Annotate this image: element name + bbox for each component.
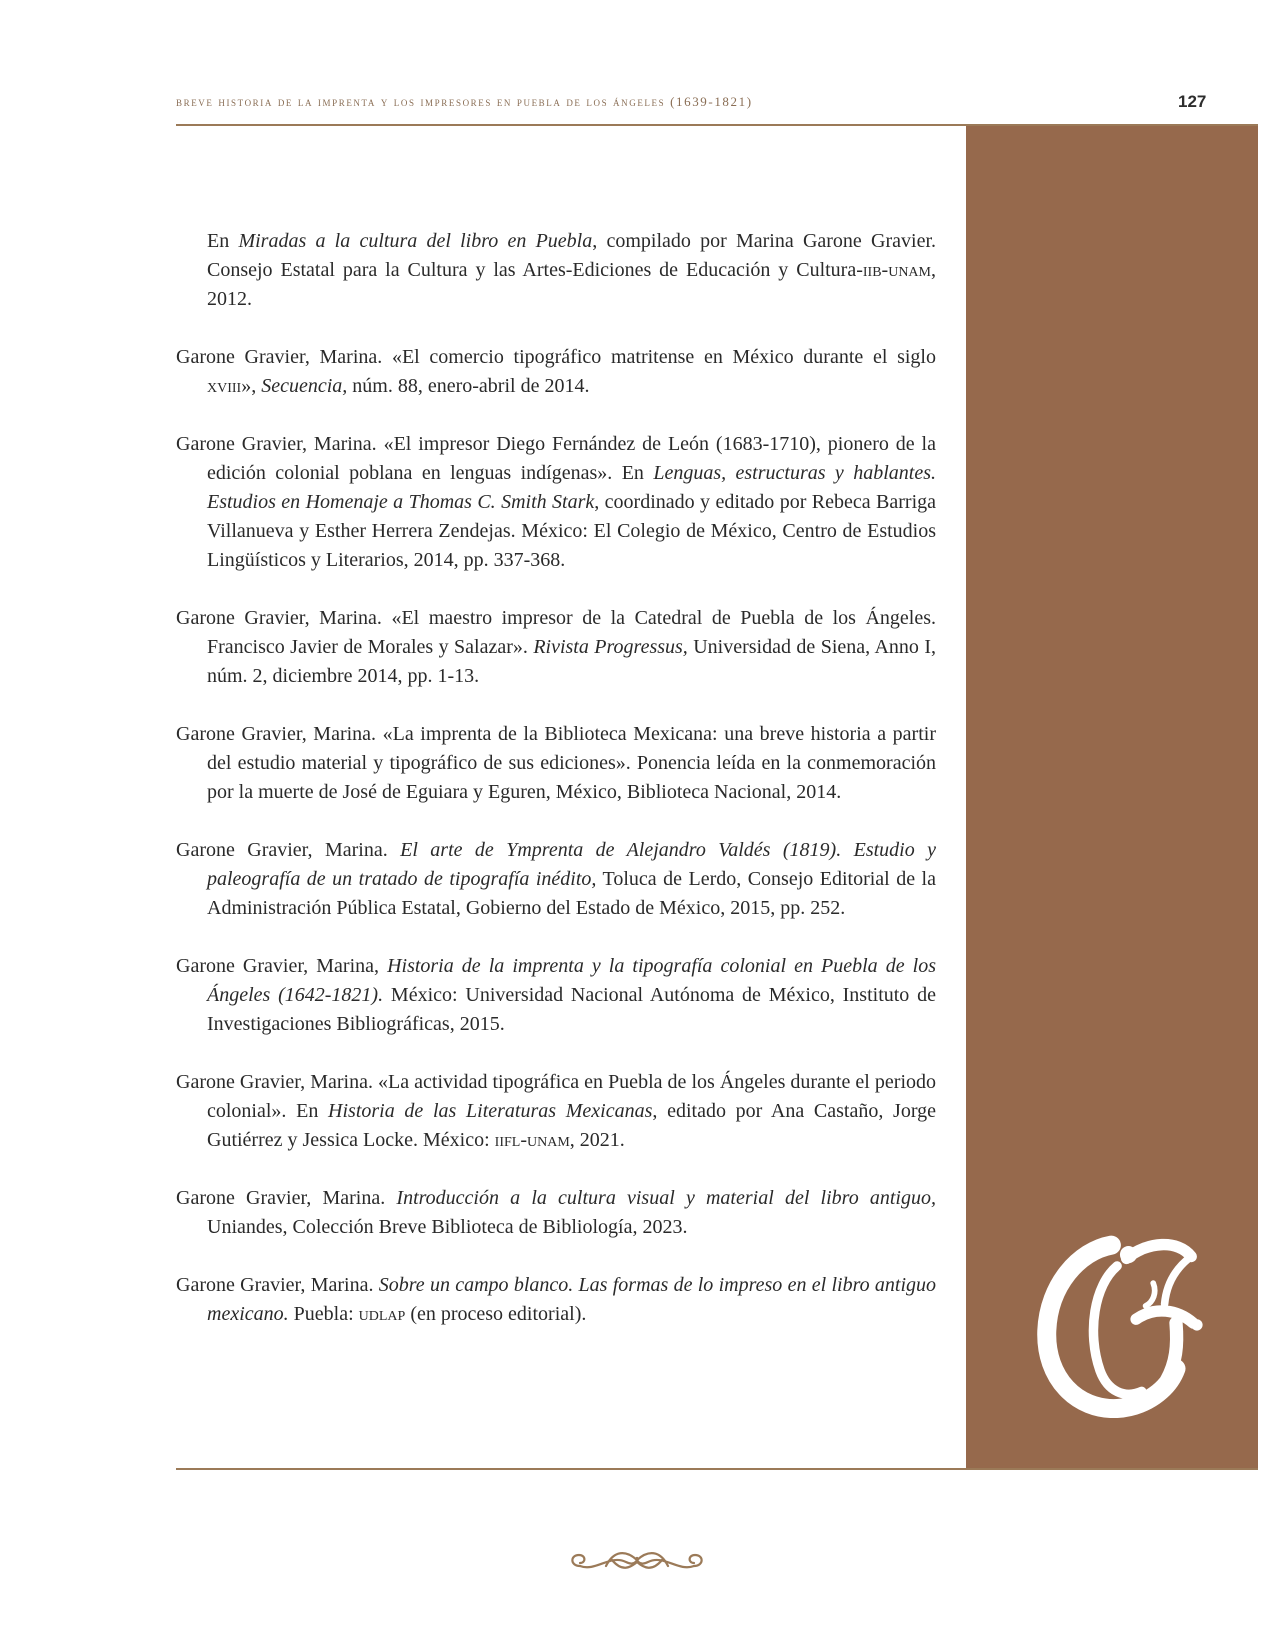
citation-text: Garone Gravier, Marina. «El comercio tipográfico matritense en México durante el siglo <box>176 346 936 368</box>
citation-text: , 2021. <box>569 1129 625 1151</box>
citation-text: Toluca de Lerdo, Consejo Editorial de la Administración Pública Estatal, Gobierno del Estado de México, 2015, pp. 252. <box>207 868 936 919</box>
citation-text: Garone Gravier, Marina. «El impresor Diego Fernández de León (1683-1710), pionero de la edición colonial poblana en lenguas indígenas». En <box>176 433 936 484</box>
bibliography-list <box>176 227 936 1329</box>
bibliography-entry <box>176 836 936 923</box>
citation-text: Garone Gravier, Marina. <box>176 839 401 861</box>
citation-text: Garone Gravier, Marina. <box>176 1187 397 1209</box>
citation-text: Uniandes, Colección Breve Biblioteca de Bibliología, 2023. <box>207 1216 688 1238</box>
footer-rule <box>176 1468 1258 1470</box>
citation-text: Garone Gravier, Marina, <box>176 955 388 977</box>
work-title: Sobre un campo blanco. Las formas de lo impreso en el libro antiguo mexicano. <box>207 1274 937 1325</box>
running-header: breve historia de la imprenta y los impresores en puebla de los ángeles (1639-1821) <box>176 94 753 109</box>
citation-text: núm. 88, enero-abril de 2014. <box>347 375 590 397</box>
bibliography-entry <box>176 952 936 1039</box>
bibliography-entry <box>176 1271 936 1329</box>
small-caps-text: iib-unam <box>862 259 931 281</box>
citation-text: Garone Gravier, Marina. «La actividad tipográfica en Puebla de los Ángeles durante el periodo colonial». En <box>176 1071 936 1122</box>
work-title: Rivista Progressus, <box>533 636 688 658</box>
citation-text: , 2012. <box>207 259 936 310</box>
bibliography-entry <box>176 227 936 314</box>
work-title: Miradas a la cultura del libro en Puebla <box>238 230 593 252</box>
citation-text: , compilado por Marina Garone Gravier. Consejo Estatal para la Cultura y las Artes-Ediciones de Educación y Cultura- <box>207 230 937 281</box>
citation-text: Garone Gravier, Marina. <box>176 1274 379 1296</box>
bibliography-entry <box>176 343 936 401</box>
citation-text: México: Universidad Nacional Autónoma de México, Instituto de Investigaciones Bibliográficas, 2015. <box>207 984 936 1035</box>
bibliography-entry <box>176 430 936 575</box>
citation-text: Universidad de Siena, Anno I, núm. 2, diciembre 2014, pp. 1-13. <box>207 636 936 687</box>
citation-text: , editado por Ana Castaño, Jorge Gutiérrez y Jessica Locke. México: <box>207 1100 937 1151</box>
citation-text: , coordinado y editado por Rebeca Barriga Villanueva y Esther Herrera Zendejas. México: El Colegio de México, Centro de Estudios Lingüísticos y Literarios, 2014, pp. 337-368. <box>207 491 936 571</box>
citation-text: En <box>207 230 239 252</box>
bibliography-entry <box>176 1068 936 1155</box>
small-caps-text: udlap <box>358 1303 406 1325</box>
work-title: Secuencia, <box>261 375 348 397</box>
citation-text: Puebla: <box>288 1303 359 1325</box>
citation-text: (en proceso editorial). <box>405 1303 587 1325</box>
work-title: El arte de Ymprenta de Alejandro Valdés (1819). Estudio y paleografía de un tratado de tipografía inédito, <box>207 839 937 890</box>
bibliography-entry <box>176 604 936 691</box>
flourish-ornament-icon <box>566 1546 708 1580</box>
citation-text: », <box>241 375 262 397</box>
work-title: Lenguas, estructuras y hablantes. Estudios en Homenaje a Thomas C. Smith Stark <box>207 462 936 513</box>
work-title: Introducción a la cultura visual y material del libro antiguo, <box>396 1187 936 1209</box>
citation-text: Garone Gravier, Marina. «La imprenta de la Biblioteca Mexicana: una breve historia a partir del estudio material y tipográfico de sus ediciones». Ponencia leída en la conmemoración por la muerte de José de Eguiara y Eguren, México, Biblioteca Nacional, 2014. <box>176 723 936 803</box>
citation-text: Garone Gravier, Marina. «El maestro impresor de la Catedral de Puebla de los Ángeles. Francisco Javier de Morales y Salazar». <box>176 607 936 658</box>
bibliography-entry <box>176 720 936 807</box>
work-title: Historia de la imprenta y la tipografía colonial en Puebla de los Ángeles (1642-1821). <box>207 955 936 1006</box>
work-title: Historia de las Literaturas Mexicanas <box>328 1100 653 1122</box>
small-caps-text: xviii <box>207 375 242 397</box>
page-number: 127 <box>1178 92 1207 111</box>
blackletter-g-monogram-icon <box>1024 1228 1214 1418</box>
small-caps-text: iifl-unam <box>494 1129 570 1151</box>
bibliography-entry <box>176 1184 936 1242</box>
